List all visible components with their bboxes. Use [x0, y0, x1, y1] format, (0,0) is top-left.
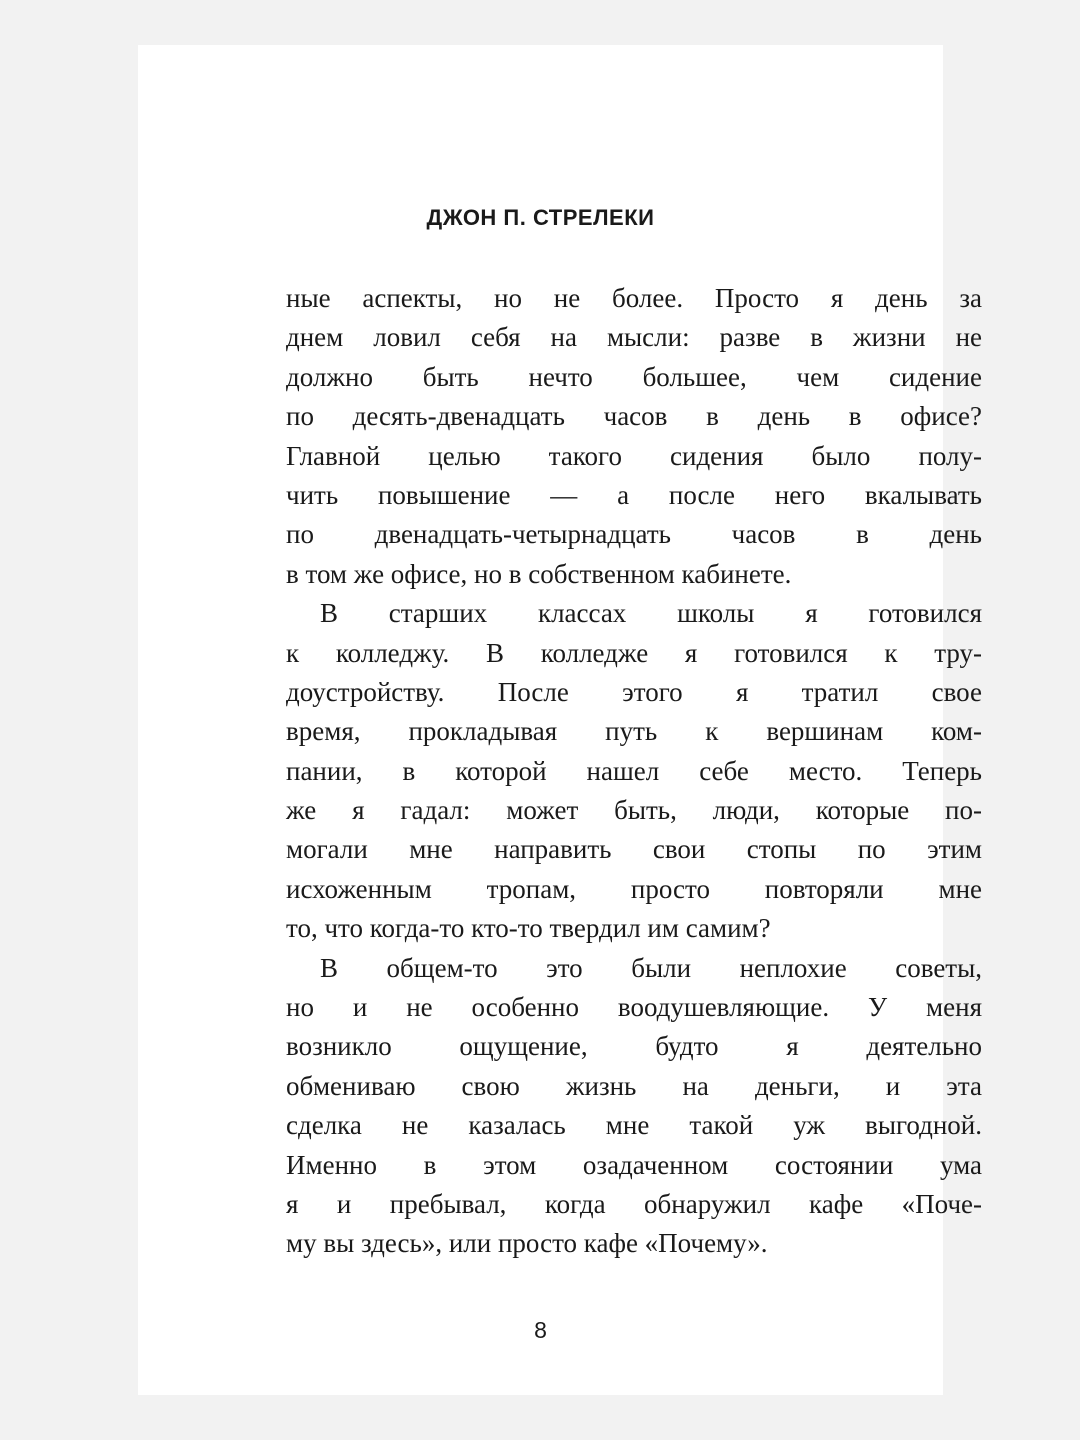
- text-line: я и пребывал, когда обнаружил кафе «Поче-: [286, 1188, 982, 1219]
- text-line: доустройству. После этого я тратил свое: [286, 676, 982, 707]
- text-line: должно быть нечто большее, чем сидение: [286, 361, 982, 392]
- text-line: Именно в этом озадаченном состоянии ума: [286, 1149, 982, 1180]
- text-line: пании, в которой нашел себе место. Теперь: [286, 755, 982, 786]
- text-line: В старших классах школы я готовился: [320, 598, 982, 629]
- paragraph-2: [286, 594, 982, 949]
- text-line: но и не особенно воодушевляющие. У меня: [286, 992, 982, 1023]
- text-line: чить повышение — а после него вкалывать: [286, 479, 982, 510]
- text-line: по двенадцать-четырнадцать часов в день: [286, 519, 982, 550]
- text-line: могали мне направить свои стопы по этим: [286, 834, 982, 865]
- text-line: по десять-двенадцать часов в день в офисе?: [286, 401, 982, 432]
- text-line: обмениваю свою жизнь на деньги, и эта: [286, 1070, 982, 1101]
- text-line: В общем-то это были неплохие советы,: [320, 952, 982, 983]
- text-line: Главной целью такого сидения было полу-: [286, 440, 982, 471]
- paragraph-3: [286, 949, 982, 1264]
- text-line: же я гадал: может быть, люди, которые по-: [286, 795, 982, 826]
- text-line: возникло ощущение, будто я деятельно: [286, 1031, 982, 1062]
- text-line: время, прокладывая путь к вершинам ком-: [286, 716, 982, 747]
- text-line: ные аспекты, но не более. Просто я день за: [286, 283, 982, 313]
- text-line: днем ловил себя на мысли: разве в жизни не: [286, 322, 982, 353]
- book-page: [138, 45, 982, 1395]
- text-line: му вы здесь», или просто кафе «Почему».: [286, 1228, 768, 1259]
- paragraph-1: [286, 279, 982, 594]
- text-line: в том же офисе, но в собственном кабинете.: [286, 558, 792, 589]
- body-text: [286, 279, 982, 1264]
- text-line: сделка не казалась мне такой уж выгодной.: [286, 1110, 982, 1141]
- text-line: исхоженным тропам, просто повторяли мне: [286, 873, 982, 904]
- text-line: к колледжу. В колледже я готовился к тру-: [286, 637, 982, 668]
- running-head-author: ДЖОН П. СТРЕЛЕКИ: [426, 205, 655, 230]
- page-number: 8: [534, 1317, 547, 1343]
- text-line: то, что когда-то кто-то твердил им самим?: [286, 913, 771, 944]
